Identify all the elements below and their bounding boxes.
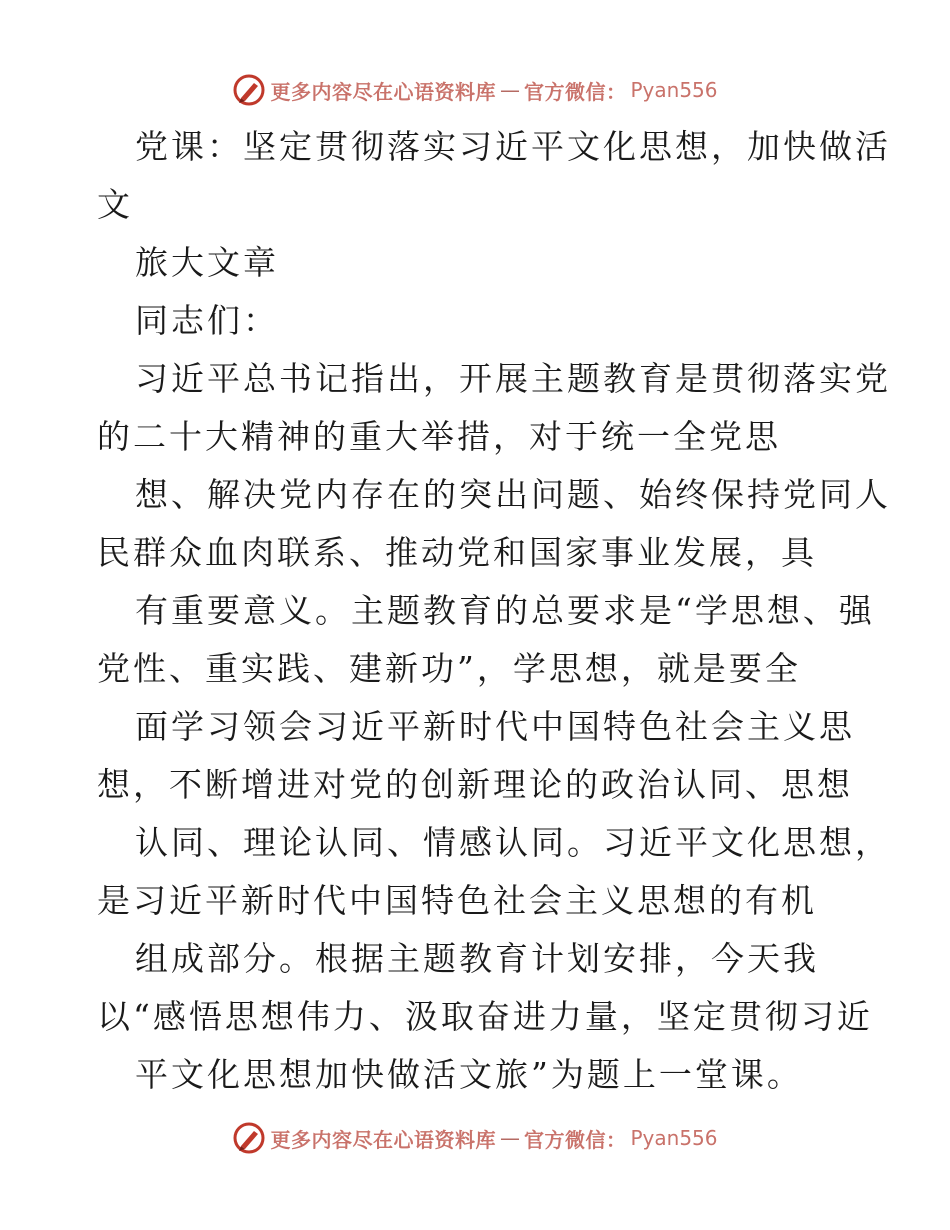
document-title-line: 文 — [97, 185, 133, 224]
document-subtitle-line: 旅大文章 — [135, 243, 279, 282]
pen-logo-icon — [232, 1121, 266, 1155]
paragraph-line: 习近平总书记指出，开展主题教育是贯彻落实党 — [135, 359, 891, 398]
paragraph-line: 想，不断增进对党的创新理论的政治认同、思想 — [97, 765, 853, 804]
paragraph-line: 有重要意义。主题教育的总要求是“学思想、强 — [135, 591, 875, 630]
banner-separator: — — [499, 1126, 520, 1150]
salutation: 同志们： — [135, 301, 279, 340]
paragraph-line: 民群众血肉联系、推动党和国家事业发展，具 — [97, 533, 817, 572]
paragraph-line: 想、解决党内存在的突出问题、始终保持党同人 — [135, 475, 891, 514]
paragraph-line: 以“感悟思想伟力、汲取奋进力量，坚定贯彻习近 — [97, 997, 873, 1036]
paragraph-line: 党性、重实践、建新功”，学思想，就是要全 — [97, 649, 801, 688]
banner-separator: — — [499, 78, 520, 102]
banner-main-text: 更多内容尽在心语资料库 — [270, 1127, 496, 1152]
paragraph-line: 平文化思想加快做活文旅”为题上一堂课。 — [135, 1055, 803, 1094]
document-body — [97, 118, 891, 1104]
paragraph-line: 是习近平新时代中国特色社会主义思想的有机 — [97, 881, 817, 920]
banner-account-label: 官方微信： — [523, 1127, 627, 1152]
pen-logo-icon — [232, 73, 266, 107]
banner-account-label: 官方微信： — [523, 79, 627, 104]
banner-handle: Pyan556 — [630, 1126, 718, 1150]
banner-handle: Pyan556 — [630, 78, 718, 102]
document-title-line: 党课：坚定贯彻落实习近平文化思想，加快做活 — [135, 127, 891, 166]
banner-main-text: 更多内容尽在心语资料库 — [270, 79, 496, 104]
paragraph-line: 的二十大精神的重大举措，对于统一全党思 — [97, 417, 781, 456]
paragraph-line: 面学习领会习近平新时代中国特色社会主义思 — [135, 707, 855, 746]
footer-banner — [0, 1118, 950, 1158]
paragraph-line: 组成部分。根据主题教育计划安排，今天我 — [135, 939, 819, 978]
paragraph-line: 认同、理论认同、情感认同。习近平文化思想， — [135, 823, 891, 862]
header-banner — [0, 70, 950, 110]
